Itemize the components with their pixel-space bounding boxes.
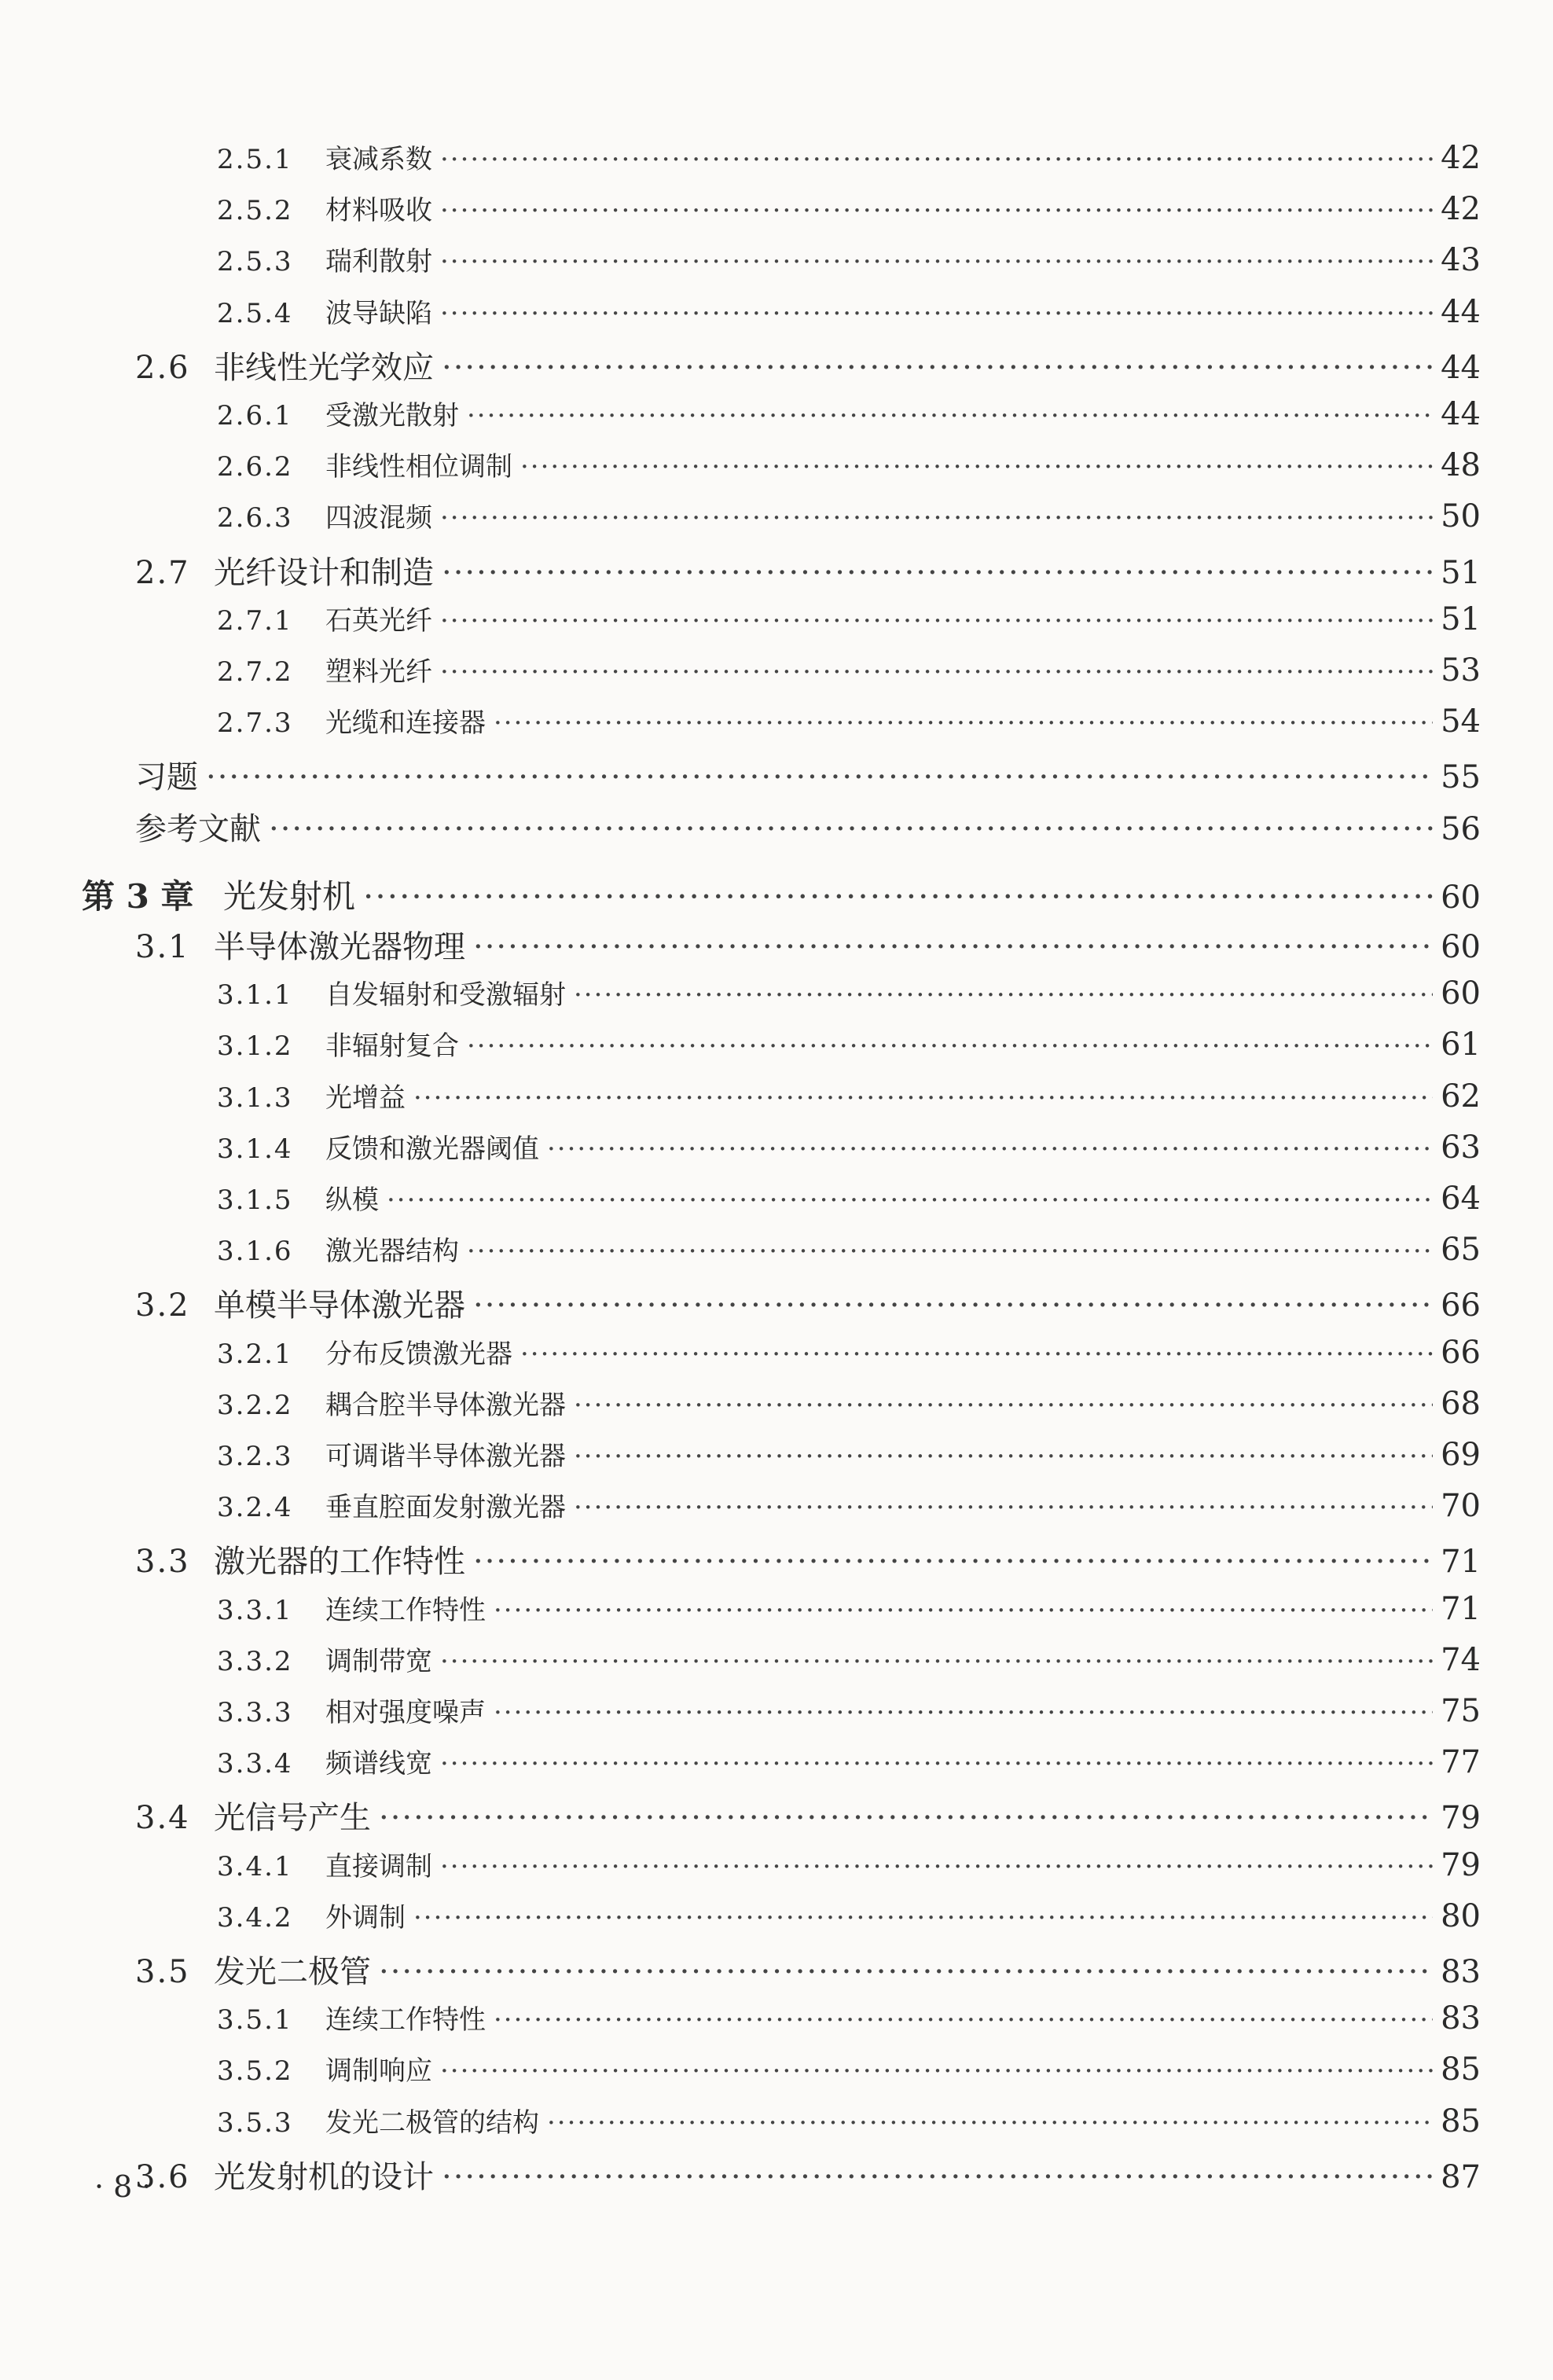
- toc-page-number: 50: [1441, 498, 1481, 534]
- toc-entry-number: 3.3.1: [217, 1595, 293, 1626]
- toc-entry-title: 发光二极管: [214, 1954, 371, 1990]
- toc-entry-number: 3.5.1: [217, 2004, 293, 2036]
- toc-entry-title: 非线性相位调制: [325, 451, 512, 483]
- toc-section-entry: [135, 922, 1481, 967]
- toc-subsection-entry: [217, 2049, 1481, 2088]
- toc-dot-leader: [473, 1287, 1433, 1324]
- toc-entry-number: 2.5.4: [217, 298, 293, 329]
- toc-subsection-entry: [217, 1845, 1481, 1883]
- toc-subsection-entry: [217, 1434, 1481, 1473]
- toc-subsection-entry: [217, 650, 1481, 689]
- toc-page-number: 83: [1441, 1954, 1481, 1990]
- toc-entry-title: 外调制: [325, 1902, 406, 1934]
- toc-subsection-entry: [217, 1076, 1481, 1115]
- toc-entry-title: 垂直腔面发射激光器: [325, 1492, 566, 1523]
- toc-entry-title: 光纤设计和制造: [214, 555, 434, 591]
- toc-dot-leader: [440, 502, 1433, 534]
- toc-page-number: 77: [1441, 1744, 1481, 1780]
- toc-page-number: 42: [1441, 140, 1481, 176]
- toc-entry-number: 3.3.3: [217, 1697, 293, 1728]
- toc-page-number: 66: [1441, 1335, 1481, 1371]
- toc-dot-leader: [379, 1800, 1433, 1836]
- toc-dot-leader: [494, 2004, 1433, 2036]
- toc-dot-leader: [520, 451, 1433, 483]
- toc-subsection-entry: [217, 1024, 1481, 1063]
- toc-entry-number: 3.2: [135, 1287, 190, 1324]
- toc-entry-title: 光缆和连接器: [325, 707, 486, 739]
- toc-entry-number: 2.7.1: [217, 605, 293, 637]
- toc-section-entry: [135, 2152, 1481, 2197]
- toc-entry-number: 3.5: [135, 1954, 190, 1990]
- toc-dot-leader: [467, 1236, 1433, 1267]
- toc-entry-title: 光信号产生: [214, 1800, 371, 1836]
- toc-dot-leader: [520, 1339, 1433, 1370]
- toc-subsection-entry: [217, 1589, 1481, 1627]
- toc-entry-number: 2.6: [135, 350, 190, 386]
- toc-entry-number: 3.2.2: [217, 1390, 293, 1421]
- toc-entry-title: 光增益: [325, 1082, 406, 1114]
- toc-dot-leader: [574, 979, 1433, 1011]
- toc-dot-leader: [440, 298, 1433, 329]
- toc-page-number: 68: [1441, 1386, 1481, 1422]
- toc-dot-leader: [467, 1030, 1433, 1062]
- toc-entry-title: 连续工作特性: [325, 2004, 486, 2036]
- toc-entry-title: 激光器结构: [325, 1236, 459, 1267]
- toc-entry-number: 2.7.3: [217, 707, 293, 739]
- toc-subsection-entry: [217, 1229, 1481, 1268]
- toc-dot-leader: [547, 2107, 1433, 2139]
- toc-page-number: 64: [1441, 1181, 1481, 1217]
- toc-entry-title: 衰减系数: [325, 144, 432, 175]
- toc-entry-title: 频谱线宽: [325, 1748, 432, 1779]
- toc-dot-leader: [379, 1954, 1433, 1990]
- toc-dot-leader: [574, 1390, 1433, 1421]
- toc-entry-number: 2.6.3: [217, 502, 293, 534]
- toc-dot-leader: [442, 350, 1433, 386]
- toc-subsection-entry: [217, 973, 1481, 1012]
- toc-entry-number: 3.3: [135, 1544, 190, 1580]
- toc-dot-leader: [206, 759, 1433, 795]
- toc-entry-number: 3.3.4: [217, 1748, 293, 1779]
- toc-entry-title: 直接调制: [325, 1851, 432, 1882]
- toc-page-number: 54: [1441, 703, 1481, 740]
- toc-page-number: 79: [1441, 1847, 1481, 1883]
- toc-entry-number: 3.1.3: [217, 1082, 293, 1114]
- toc-entry-number: 3.2.3: [217, 1441, 293, 1472]
- toc-page-number: 83: [1441, 2000, 1481, 2037]
- toc-entry-title: 反馈和激光器阈值: [325, 1133, 539, 1165]
- toc-entry-title: 习题: [135, 759, 198, 795]
- toc-page-number: 48: [1441, 447, 1481, 483]
- toc-dot-leader: [440, 144, 1433, 175]
- toc-page-number: 43: [1441, 242, 1481, 278]
- toc-entry-number: 3.1.6: [217, 1236, 293, 1267]
- toc-entry-title: 激光器的工作特性: [214, 1544, 465, 1580]
- toc-dot-leader: [442, 555, 1433, 591]
- toc-chapter-entry: [82, 871, 1481, 918]
- toc-subsection-entry: [217, 1332, 1481, 1371]
- toc-dot-leader: [442, 2159, 1433, 2195]
- toc-subsection-entry: [217, 240, 1481, 278]
- toc-dot-leader: [574, 1441, 1433, 1472]
- toc-page-number: 42: [1441, 191, 1481, 227]
- toc-entry-title: 相对强度噪声: [325, 1697, 486, 1728]
- toc-subsection-entry: [217, 1486, 1481, 1524]
- toc-dot-leader: [413, 1082, 1433, 1114]
- toc-subsection-entry: [217, 1896, 1481, 1934]
- toc-subsection-entry: [217, 1742, 1481, 1780]
- toc-entry-title: 塑料光纤: [325, 656, 432, 688]
- toc-entry-title: 自发辐射和受激辐射: [325, 979, 566, 1011]
- toc-entry-number: 3.1.4: [217, 1133, 293, 1165]
- toc-page-number: 60: [1441, 929, 1481, 965]
- toc-subsection-entry: [217, 292, 1481, 330]
- toc-page-number: 79: [1441, 1800, 1481, 1836]
- toc-dot-leader: [363, 877, 1433, 916]
- toc-page-number: 74: [1441, 1642, 1481, 1678]
- toc-page-number: 62: [1441, 1078, 1481, 1115]
- toc-subsection-entry: [217, 1127, 1481, 1166]
- toc-dot-leader: [494, 707, 1433, 739]
- toc-entry-number: 3.5.2: [217, 2055, 293, 2087]
- toc-entry-number: 3.5.3: [217, 2107, 293, 2139]
- toc-dot-leader: [440, 195, 1433, 226]
- toc-page-number: 63: [1441, 1129, 1481, 1166]
- toc-dot-leader: [440, 246, 1433, 277]
- toc-page-number: 53: [1441, 652, 1481, 689]
- toc-entry-number: 3.4.2: [217, 1902, 293, 1934]
- toc-page-number: 44: [1441, 350, 1481, 386]
- toc-entry-title: 可调谐半导体激光器: [325, 1441, 566, 1472]
- toc-entry-title: 调制带宽: [325, 1646, 432, 1677]
- toc-page-number: 51: [1441, 601, 1481, 637]
- toc-subsection-entry: [217, 189, 1481, 227]
- toc-section-entry: [135, 1280, 1481, 1325]
- toc-subsection-entry: [217, 2101, 1481, 2139]
- toc-entry-number: 3.4: [135, 1800, 190, 1836]
- toc-entry-title: 光发射机的设计: [214, 2159, 434, 2195]
- toc-page-number: 80: [1441, 1898, 1481, 1934]
- toc-page-number: 71: [1441, 1591, 1481, 1627]
- toc-subsection-entry: [217, 394, 1481, 432]
- toc-entry-title: 非线性光学效应: [214, 350, 434, 386]
- toc-entry-number: 3.1.2: [217, 1030, 293, 1062]
- toc-entry-title: 单模半导体激光器: [214, 1287, 465, 1324]
- toc-entry-number: 3.2.1: [217, 1339, 293, 1370]
- toc-dot-leader: [467, 400, 1433, 432]
- toc-dot-leader: [494, 1595, 1433, 1626]
- toc-section-entry: [135, 343, 1481, 387]
- toc-dot-leader: [574, 1492, 1433, 1523]
- toc-entry-title: 材料吸收: [325, 195, 432, 226]
- toc-entry-number: 3.2.4: [217, 1492, 293, 1523]
- toc-dot-leader: [413, 1902, 1433, 1934]
- toc-entry-number: 3.1.5: [217, 1184, 293, 1216]
- toc-dot-leader: [440, 2055, 1433, 2087]
- toc-dot-leader: [473, 929, 1433, 965]
- toc-entry-number: 2.6.2: [217, 451, 293, 483]
- toc-subsection-entry: [217, 599, 1481, 637]
- toc-entry-number: 3.6: [135, 2159, 190, 2195]
- toc-entry-title: 发光二极管的结构: [325, 2107, 539, 2139]
- toc-subsection-entry: [217, 138, 1481, 176]
- toc-section-entry: [135, 548, 1481, 593]
- toc-entry-title: 耦合腔半导体激光器: [325, 1390, 566, 1421]
- toc-dot-leader: [494, 1697, 1433, 1728]
- page-number-footer: · 8 ·: [94, 2169, 152, 2204]
- toc-page-number: 44: [1441, 396, 1481, 432]
- toc-entry-number: 3.4.1: [217, 1851, 293, 1882]
- toc-section-entry: [135, 752, 1481, 797]
- toc-dot-leader: [387, 1184, 1433, 1216]
- toc-page-number: 56: [1441, 811, 1481, 847]
- toc-section-entry: [135, 1947, 1481, 1992]
- toc-page-number: 71: [1441, 1544, 1481, 1580]
- toc-subsection-entry: [217, 445, 1481, 483]
- toc-entry-title: 光发射机: [223, 877, 356, 916]
- toc-entry-title: 瑞利散射: [325, 246, 432, 277]
- toc-dot-leader: [440, 1748, 1433, 1779]
- toc-entry-title: 调制响应: [325, 2055, 432, 2087]
- toc-entry-title: 分布反馈激光器: [325, 1339, 512, 1370]
- toc-dot-leader: [269, 811, 1433, 847]
- toc-page-number: 60: [1441, 975, 1481, 1012]
- toc-subsection-entry: [217, 1383, 1481, 1422]
- toc-section-entry: [135, 1537, 1481, 1581]
- toc-entry-number: 3.1.1: [217, 979, 293, 1011]
- toc-entry-title: 非辐射复合: [325, 1030, 459, 1062]
- toc-entry-number: 第 3 章: [82, 877, 194, 916]
- toc-page-number: 69: [1441, 1437, 1481, 1473]
- toc-entry-number: 2.5.2: [217, 195, 293, 226]
- toc-entry-title: 半导体激光器物理: [214, 929, 465, 965]
- toc-entry-title: 纵模: [325, 1184, 379, 1216]
- toc-entry-title: 四波混频: [325, 502, 432, 534]
- toc-page-number: 51: [1441, 555, 1481, 591]
- toc-dot-leader: [440, 605, 1433, 637]
- toc-entry-number: 2.7.2: [217, 656, 293, 688]
- toc-subsection-entry: [217, 701, 1481, 740]
- toc-entry-title: 受激光散射: [325, 400, 459, 432]
- toc-page-number: 65: [1441, 1232, 1481, 1268]
- toc-page-number: 75: [1441, 1693, 1481, 1729]
- toc-entry-title: 连续工作特性: [325, 1595, 486, 1626]
- toc-dot-leader: [547, 1133, 1433, 1165]
- toc-page-number: 61: [1441, 1027, 1481, 1063]
- toc-entry-number: 2.7: [135, 555, 190, 591]
- toc-entry-number: 3.3.2: [217, 1646, 293, 1677]
- toc-entry-number: 2.5.1: [217, 144, 293, 175]
- toc-entry-number: 3.1: [135, 929, 190, 965]
- toc-section-entry: [135, 1793, 1481, 1838]
- toc-subsection-entry: [217, 1640, 1481, 1678]
- toc-page-number: 70: [1441, 1488, 1481, 1524]
- toc-page-number: 87: [1441, 2159, 1481, 2195]
- toc-section-entry: [135, 804, 1481, 849]
- toc-page-number: 85: [1441, 2051, 1481, 2088]
- toc-entry-number: 2.5.3: [217, 246, 293, 277]
- toc-page-number: 66: [1441, 1287, 1481, 1324]
- toc-dot-leader: [473, 1544, 1433, 1580]
- toc-dot-leader: [440, 656, 1433, 688]
- toc-subsection-entry: [217, 1691, 1481, 1729]
- toc-entry-number: 2.6.1: [217, 400, 293, 432]
- toc-subsection-entry: [217, 496, 1481, 534]
- toc-entry-title: 石英光纤: [325, 605, 432, 637]
- toc-page-number: 44: [1441, 294, 1481, 330]
- toc-page-number: 85: [1441, 2103, 1481, 2139]
- toc-page-number: 60: [1441, 880, 1481, 916]
- toc-dot-leader: [440, 1646, 1433, 1677]
- toc-page-number: 55: [1441, 759, 1481, 795]
- toc-dot-leader: [440, 1851, 1433, 1882]
- toc-entry-title: 波导缺陷: [325, 298, 432, 329]
- toc-subsection-entry: [217, 1178, 1481, 1217]
- toc-subsection-entry: [217, 1998, 1481, 2037]
- toc-entry-title: 参考文献: [135, 811, 261, 847]
